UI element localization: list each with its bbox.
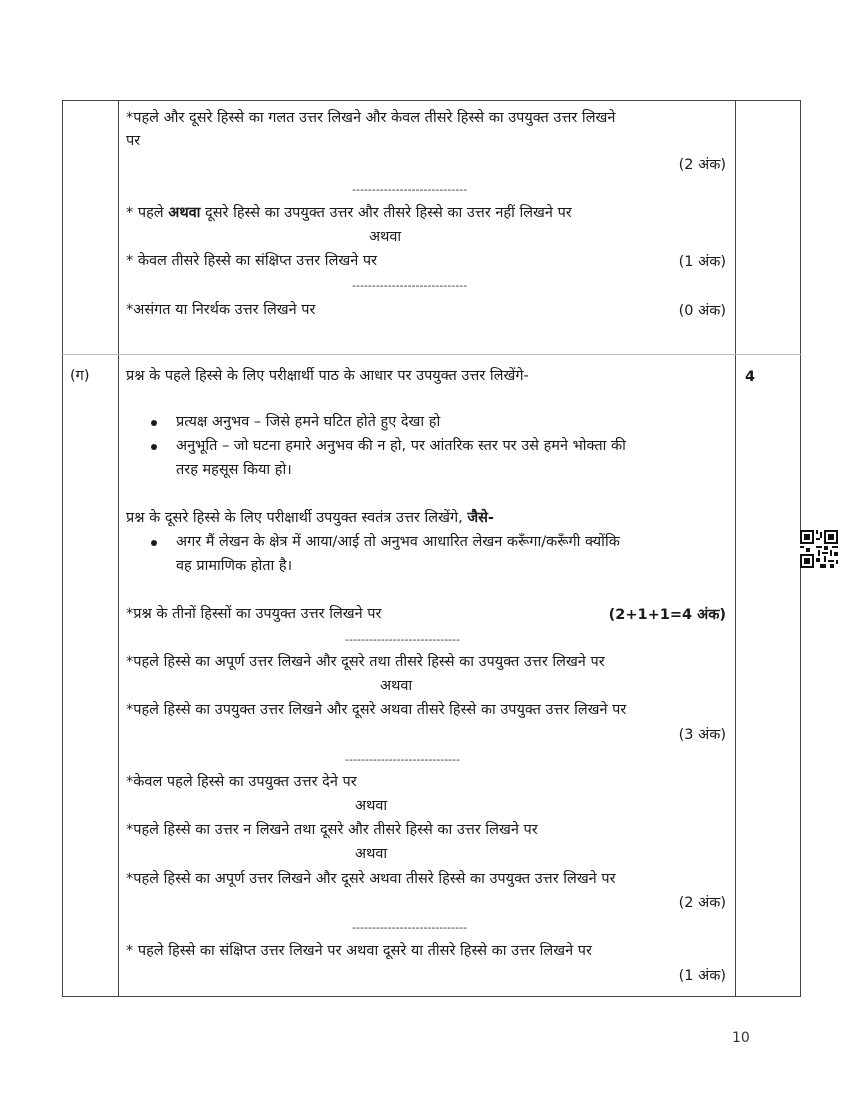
page-number: 10 xyxy=(732,1030,750,1046)
bold-or: अथवा xyxy=(168,205,201,221)
bullet-item-3-line2: वह प्रामाणिक होता है। xyxy=(176,558,293,574)
or-b: अथवा xyxy=(355,798,388,814)
row2-separator-c: ----------------------------- xyxy=(352,921,468,934)
table-divider-label xyxy=(118,100,119,997)
bullet-icon xyxy=(151,420,157,426)
row1-line1: *पहले और दूसरे हिस्से का गलत उत्तर लिखने और केवल तीसरे हिस्से का उपयुक्त उत्तर लिखने xyxy=(126,110,616,126)
row1-line2: पर xyxy=(126,133,141,149)
bullet-item-1: प्रत्यक्ष अनुभव – जिसे हमने घटित होते हुए देखा हो xyxy=(176,414,441,430)
row1-separator-2: ----------------------------- xyxy=(352,279,468,292)
row2-separator-a: ----------------------------- xyxy=(345,633,461,646)
row1-or: अथवा xyxy=(369,229,402,245)
table-border-left xyxy=(62,100,63,997)
or-c: अथवा xyxy=(355,846,388,862)
bullet-item-2-line1: अनुभूति – जो घटना हमारे अनुभव की न हो, पर आंतरिक स्तर पर उसे हमने भोक्ता की xyxy=(176,438,626,454)
criteria-c4: *पहले हिस्से का उत्तर न लिखने तथा दूसरे और तीसरे हिस्से का उत्तर लिखने पर xyxy=(126,822,538,838)
criteria-c3: *केवल पहले हिस्से का उपयुक्त उत्तर देने पर xyxy=(126,774,357,790)
row2-intro: प्रश्न के पहले हिस्से के लिए परीक्षार्थी पाठ के आधार पर उपयुक्त उत्तर लिखेंगे- xyxy=(126,368,529,384)
marks-2: (2 अंक) xyxy=(678,895,726,911)
bullet-item-3-line1: अगर मैं लेखन के क्षेत्र में आया/आई तो अनुभव आधारित लेखन करूँगा/करूँगी क्योंकि xyxy=(176,534,620,550)
row-separator xyxy=(62,354,801,355)
row1-line3: * पहले अथवा दूसरे हिस्से का उपयुक्त उत्तर और तीसरे हिस्से का उत्तर नहीं लिखने पर xyxy=(126,205,572,221)
row1-marks-1: (1 अंक) xyxy=(678,254,726,270)
bold-example: जैसे- xyxy=(467,510,494,526)
row1-line4: * केवल तीसरे हिस्से का संक्षिप्त उत्तर लिखने पर xyxy=(126,253,378,269)
criteria-c5: *पहले हिस्से का अपूर्ण उत्तर लिखने और दूसरे अथवा तीसरे हिस्से का उपयुक्त उत्तर लिखने पर xyxy=(126,871,616,887)
bullet-icon xyxy=(151,540,157,546)
or-a: अथवा xyxy=(380,678,413,694)
row1-line5: *असंगत या निरर्थक उत्तर लिखने पर xyxy=(126,302,316,318)
table-top-border xyxy=(62,100,801,101)
table-bottom-border xyxy=(62,996,801,997)
criteria-all-three: *प्रश्न के तीनों हिस्सों का उपयुक्त उत्तर लिखने पर xyxy=(126,606,382,622)
row2-part2: प्रश्न के दूसरे हिस्से के लिए परीक्षार्थी उपयुक्त स्वतंत्र उत्तर लिखेंगे, जैसे- xyxy=(126,510,494,526)
table-divider-marks xyxy=(735,100,736,997)
qr-code-icon xyxy=(800,530,838,568)
marks-all-three: (2+1+1=4 अंक) xyxy=(608,607,726,623)
row1-marks-2: (2 अंक) xyxy=(678,157,726,173)
row2-total-marks: 4 xyxy=(745,369,756,385)
bullet-item-2-line2: तरह महसूस किया हो। xyxy=(176,462,292,478)
criteria-c6: * पहले हिस्से का संक्षिप्त उत्तर लिखने पर अथवा दूसरे या तीसरे हिस्से का उत्तर लिखने पर xyxy=(126,943,592,959)
row1-separator-1: ----------------------------- xyxy=(352,183,468,196)
marks-3: (3 अंक) xyxy=(678,727,726,743)
row2-label: (ग) xyxy=(70,368,90,384)
criteria-c2: *पहले हिस्से का उपयुक्त उत्तर लिखने और दूसरे अथवा तीसरे हिस्से का उपयुक्त उत्तर लिखने पर xyxy=(126,702,627,718)
bullet-icon xyxy=(151,444,157,450)
row2-separator-b: ----------------------------- xyxy=(345,753,461,766)
marks-1: (1 अंक) xyxy=(678,968,726,984)
row1-marks-0: (0 अंक) xyxy=(678,303,726,319)
criteria-c1: *पहले हिस्से का अपूर्ण उत्तर लिखने और दूसरे तथा तीसरे हिस्से का उपयुक्त उत्तर लिखने पर xyxy=(126,654,605,670)
